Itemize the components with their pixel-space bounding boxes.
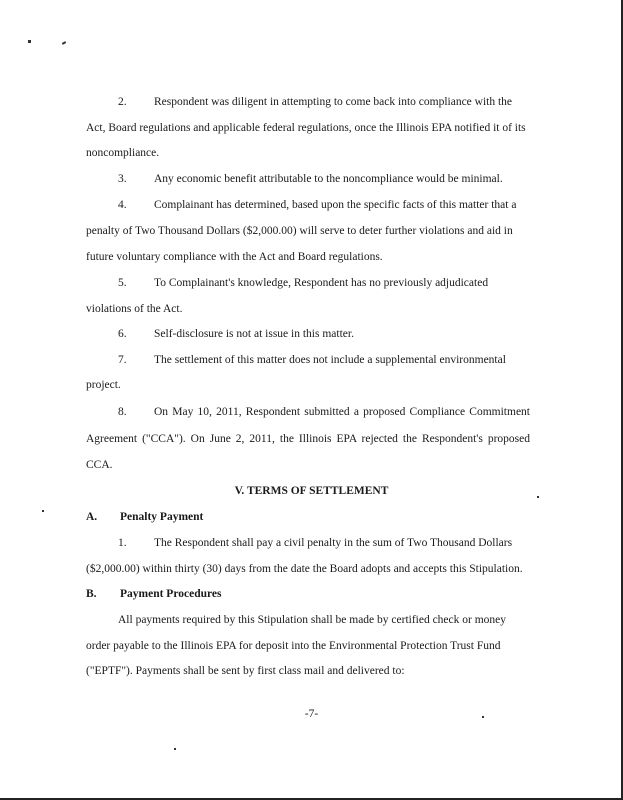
item-text-line: Any economic benefit attributable to the noncompliance would be minimal. <box>154 173 503 185</box>
item-text-line: Complainant has determined, based upon the specific facts of this matter that a <box>154 199 517 211</box>
paragraph-line: ("EPTF"). Payments shall be sent by first class mail and delivered to: <box>86 665 405 677</box>
item-text-line: noncompliance. <box>86 147 160 159</box>
item-text-line: ($2,000.00) within thirty (30) days from the date the Board adopts and accepts this Stipulation. <box>86 563 523 575</box>
item-text-line: The Respondent shall pay a civil penalty in the sum of Two Thousand Dollars <box>154 537 513 549</box>
subsection-title: Penalty Payment <box>120 511 204 523</box>
item-text-line: Respondent was diligent in attempting to come back into compliance with the <box>154 96 513 108</box>
scan-speck <box>28 40 31 43</box>
scan-speck <box>537 496 539 498</box>
item-number: 2. <box>118 96 127 108</box>
subsection-letter: A. <box>86 511 98 523</box>
item-text-line: The settlement of this matter does not include a supplemental environmental <box>154 354 506 366</box>
item-text-line: violations of the Act. <box>86 303 183 315</box>
item-text-line: Agreement ("CCA"). On June 2, 2011, the Illinois EPA rejected the Respondent's proposed <box>86 433 530 445</box>
item-text-line: future voluntary compliance with the Act and Board regulations. <box>86 251 383 263</box>
item-text-line: penalty of Two Thousand Dollars ($2,000.00) will serve to deter further violations and aid in <box>86 225 513 237</box>
page-number: -7- <box>304 708 319 720</box>
scan-speck <box>174 748 176 750</box>
item-number: 3. <box>118 173 127 185</box>
item-number: 8. <box>118 406 127 418</box>
item-text-line: CCA. <box>86 459 113 471</box>
scan-speck <box>482 716 484 718</box>
item-text-line: To Complainant's knowledge, Respondent has no previously adjudicated <box>154 277 489 289</box>
scan-speck <box>62 41 66 45</box>
subsection-letter: B. <box>86 588 97 600</box>
item-number: 1. <box>118 537 127 549</box>
item-text-line: Act, Board regulations and applicable federal regulations, once the Illinois EPA notified it of its <box>86 122 526 134</box>
item-text-line: Self-disclosure is not at issue in this matter. <box>154 328 354 340</box>
item-text-line: project. <box>86 379 121 391</box>
item-text-line: On May 10, 2011, Respondent submitted a proposed Compliance Commitment <box>154 406 530 418</box>
item-number: 7. <box>118 354 127 366</box>
paragraph-line: All payments required by this Stipulation shall be made by certified check or money <box>118 614 507 626</box>
item-number: 4. <box>118 199 127 211</box>
scan-speck <box>42 510 44 512</box>
subsection-title: Payment Procedures <box>120 588 222 600</box>
paragraph-line: order payable to the Illinois EPA for deposit into the Environmental Protection Trust Fund <box>86 640 501 652</box>
item-number: 5. <box>118 277 127 289</box>
item-number: 6. <box>118 328 127 340</box>
section-heading: V. TERMS OF SETTLEMENT <box>234 485 389 497</box>
